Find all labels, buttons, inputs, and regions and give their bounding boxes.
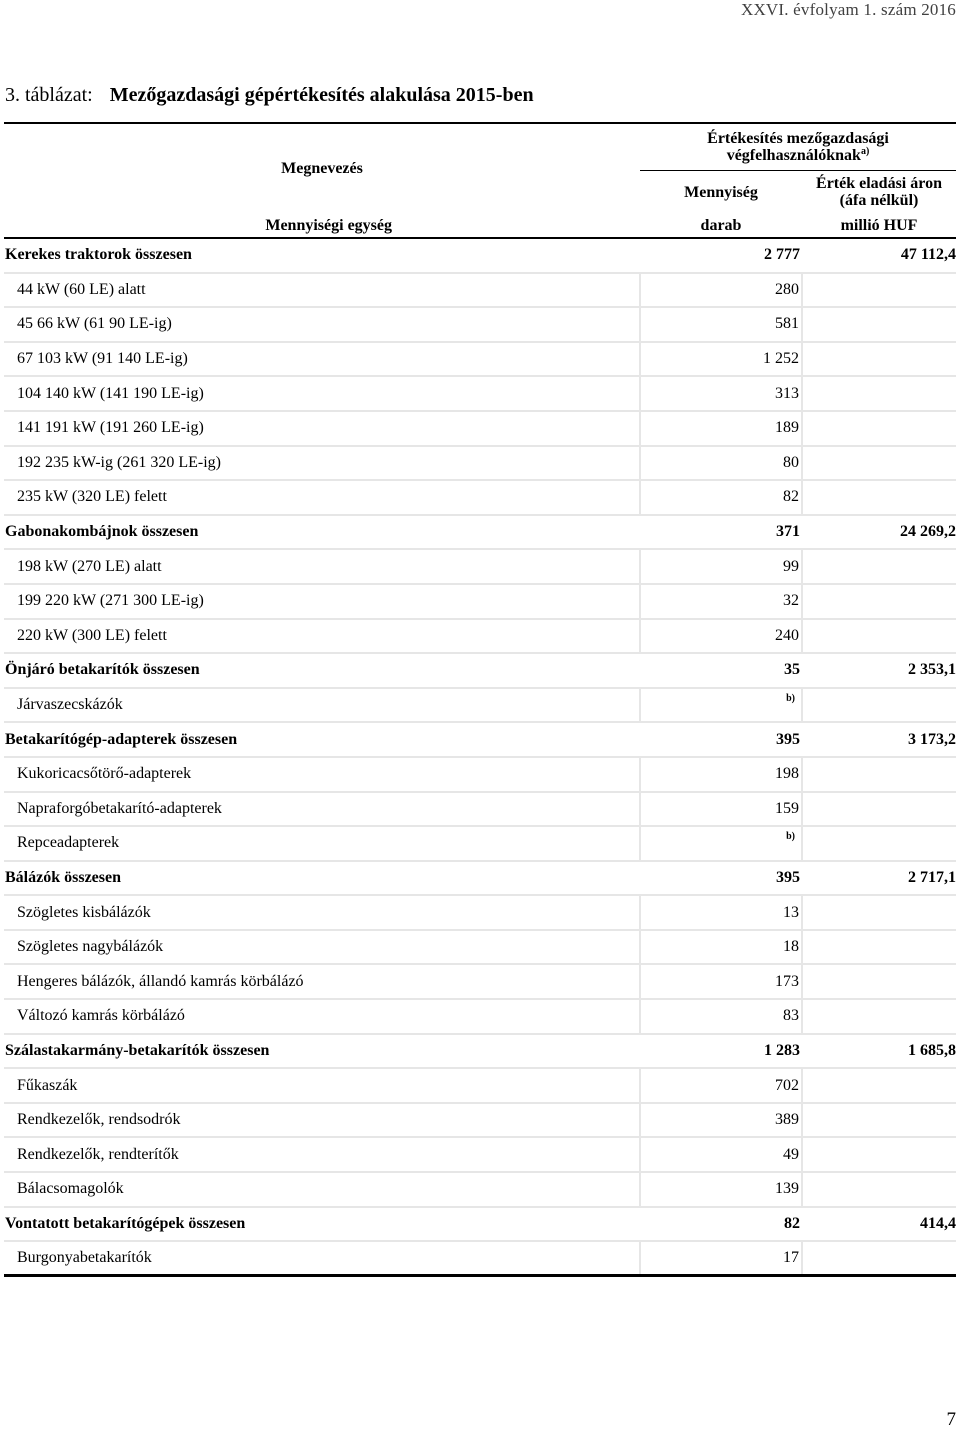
row-name: Hengeres bálázók, állandó kamrás körbálázó — [4, 964, 640, 999]
row-value: 1 685,8 — [802, 1034, 956, 1069]
table-body — [4, 238, 956, 1276]
row-quantity: 395 — [640, 861, 802, 896]
row-name: Önjáró betakarítók összesen — [4, 653, 640, 688]
row-name: 44 kW (60 LE) alatt — [4, 273, 640, 308]
row-value: 47 112,4 — [900, 246, 957, 264]
table-row — [4, 480, 956, 515]
header-unit-quantity: darab — [700, 216, 742, 234]
header-value: Érték eladási áron (áfa nélkül) — [816, 175, 942, 209]
row-name: Változó kamrás körbálázó — [4, 999, 640, 1034]
row-quantity: 702 — [640, 1068, 802, 1103]
table-caption — [5, 84, 534, 107]
row-value: 3 173,2 — [802, 722, 956, 757]
row-quantity: 18 — [640, 930, 802, 965]
table-row — [4, 307, 956, 342]
table-row — [4, 342, 956, 377]
row-quantity: 13 — [640, 895, 802, 930]
row-name: Burgonyabetakarítók — [4, 1241, 640, 1276]
header-name: Megnevezés — [281, 160, 363, 177]
caption-title: Mezőgazdasági gépértékesítés alakulása 2015-ben — [109, 84, 534, 106]
row-name: Bálacsomagolók — [4, 1172, 640, 1207]
table-row-total — [4, 1034, 956, 1069]
row-quantity — [640, 688, 802, 723]
row-quantity: 159 — [640, 792, 802, 827]
table-row — [4, 1103, 956, 1138]
row-quantity — [640, 826, 802, 861]
row-name: Repceadapterek — [4, 826, 640, 861]
table-row — [4, 1068, 956, 1103]
table-row-total — [4, 861, 956, 896]
row-quantity: 35 — [640, 653, 802, 688]
table-row-total — [4, 653, 956, 688]
table-row-total — [4, 1207, 956, 1242]
row-value — [802, 964, 956, 999]
row-name: Járvaszecskázók — [4, 688, 640, 723]
row-value — [802, 549, 956, 584]
row-value: 2 353,1 — [802, 653, 956, 688]
row-value — [802, 584, 956, 619]
page-number: 7 — [946, 1409, 956, 1430]
row-quantity: 280 — [640, 273, 802, 308]
row-quantity: 80 — [640, 446, 802, 481]
row-name: Napraforgóbetakarító-adapterek — [4, 792, 640, 827]
row-quantity: 83 — [640, 999, 802, 1034]
row-name: Rendkezelők, rendterítők — [4, 1137, 640, 1172]
table-row — [4, 1172, 956, 1207]
row-value — [802, 1068, 956, 1103]
row-quantity: 389 — [640, 1103, 802, 1138]
row-value — [802, 411, 956, 446]
row-quantity: 198 — [640, 757, 802, 792]
row-quantity: 99 — [640, 549, 802, 584]
header-unit-value: millió HUF — [840, 216, 918, 234]
row-name: 141 191 kW (191 260 LE-ig) — [4, 411, 640, 446]
table-row — [4, 757, 956, 792]
row-name: 192 235 kW-ig (261 320 LE-ig) — [4, 446, 640, 481]
table-row — [4, 619, 956, 654]
row-name: Szálastakarmány-betakarítók összesen — [4, 1034, 640, 1069]
row-quantity: 139 — [640, 1172, 802, 1207]
caption-label: 3. táblázat: — [5, 84, 93, 106]
table-row — [4, 1241, 956, 1276]
table-row — [4, 964, 956, 999]
row-name: Szögletes kisbálázók — [4, 895, 640, 930]
row-name: 199 220 kW (271 300 LE-ig) — [4, 584, 640, 619]
table-row — [4, 930, 956, 965]
row-quantity: 82 — [640, 1207, 802, 1242]
row-value — [802, 273, 956, 308]
row-name: Vontatott betakarítógépek összesen — [4, 1207, 640, 1242]
row-name: Betakarítógép-adapterek összesen — [4, 722, 640, 757]
row-value — [802, 999, 956, 1034]
table-row — [4, 549, 956, 584]
row-value — [802, 307, 956, 342]
row-value — [802, 376, 956, 411]
row-name: 104 140 kW (141 190 LE-ig) — [4, 376, 640, 411]
row-name: Kerekes traktorok összesen — [5, 246, 192, 264]
row-quantity: 17 — [640, 1241, 802, 1276]
row-value — [802, 757, 956, 792]
row-name: 198 kW (270 LE) alatt — [4, 549, 640, 584]
header-unit-label: Mennyiségi egység — [265, 216, 392, 234]
row-name: Szögletes nagybálázók — [4, 930, 640, 965]
row-footnote: b) — [786, 693, 795, 705]
row-value: 414,4 — [802, 1207, 956, 1242]
table-row — [4, 376, 956, 411]
table-row — [4, 411, 956, 446]
row-value — [802, 480, 956, 515]
table-row — [4, 826, 956, 861]
row-value — [802, 895, 956, 930]
row-name: Gabonakombájnok összesen — [4, 515, 640, 550]
row-value — [802, 688, 956, 723]
row-quantity: 581 — [640, 307, 802, 342]
table-row-total — [4, 238, 956, 273]
row-quantity: 49 — [640, 1137, 802, 1172]
table-row — [4, 895, 956, 930]
row-quantity: 2 777 — [764, 246, 800, 264]
row-name: Rendkezelők, rendsodrók — [4, 1103, 640, 1138]
row-quantity: 371 — [640, 515, 802, 550]
row-value: 2 717,1 — [802, 861, 956, 896]
row-name: Fűkaszák — [4, 1068, 640, 1103]
row-quantity: 313 — [640, 376, 802, 411]
row-footnote: b) — [786, 831, 795, 843]
row-value — [802, 446, 956, 481]
row-value — [802, 1103, 956, 1138]
row-quantity: 395 — [640, 722, 802, 757]
row-name: Kukoricacsőtörő-adapterek — [4, 757, 640, 792]
row-quantity: 189 — [640, 411, 802, 446]
table-row — [4, 273, 956, 308]
row-quantity: 1 283 — [640, 1034, 802, 1069]
row-value — [802, 342, 956, 377]
machinery-sales-table — [4, 122, 956, 1277]
header-group-label: Értékesítés mezőgazdasági végfelhasználóknak — [707, 130, 889, 164]
table-row — [4, 1137, 956, 1172]
row-quantity: 82 — [640, 480, 802, 515]
table-row-total — [4, 722, 956, 757]
row-name: 45 66 kW (61 90 LE-ig) — [4, 307, 640, 342]
header-quantity: Mennyiség — [684, 183, 758, 201]
row-quantity: 32 — [640, 584, 802, 619]
header-group-note: a) — [860, 146, 870, 157]
row-name: 67 103 kW (91 140 LE-ig) — [4, 342, 640, 377]
table-row — [4, 792, 956, 827]
row-value — [802, 826, 956, 861]
row-value — [802, 930, 956, 965]
table-row — [4, 688, 956, 723]
row-value — [802, 1137, 956, 1172]
row-value: 24 269,2 — [802, 515, 956, 550]
row-value — [802, 1172, 956, 1207]
table-row — [4, 446, 956, 481]
row-name: 220 kW (300 LE) felett — [4, 619, 640, 654]
row-name: 235 kW (320 LE) felett — [4, 480, 640, 515]
row-name: Bálázók összesen — [4, 861, 640, 896]
header-group — [640, 123, 956, 171]
row-value — [802, 792, 956, 827]
row-quantity: 173 — [640, 964, 802, 999]
row-quantity: 240 — [640, 619, 802, 654]
table-row — [4, 584, 956, 619]
row-value — [802, 619, 956, 654]
row-value — [802, 1241, 956, 1276]
row-quantity: 1 252 — [640, 342, 802, 377]
running-head: XXVI. évfolyam 1. szám 2016 — [740, 0, 956, 19]
table-row-total — [4, 515, 956, 550]
table-row — [4, 999, 956, 1034]
